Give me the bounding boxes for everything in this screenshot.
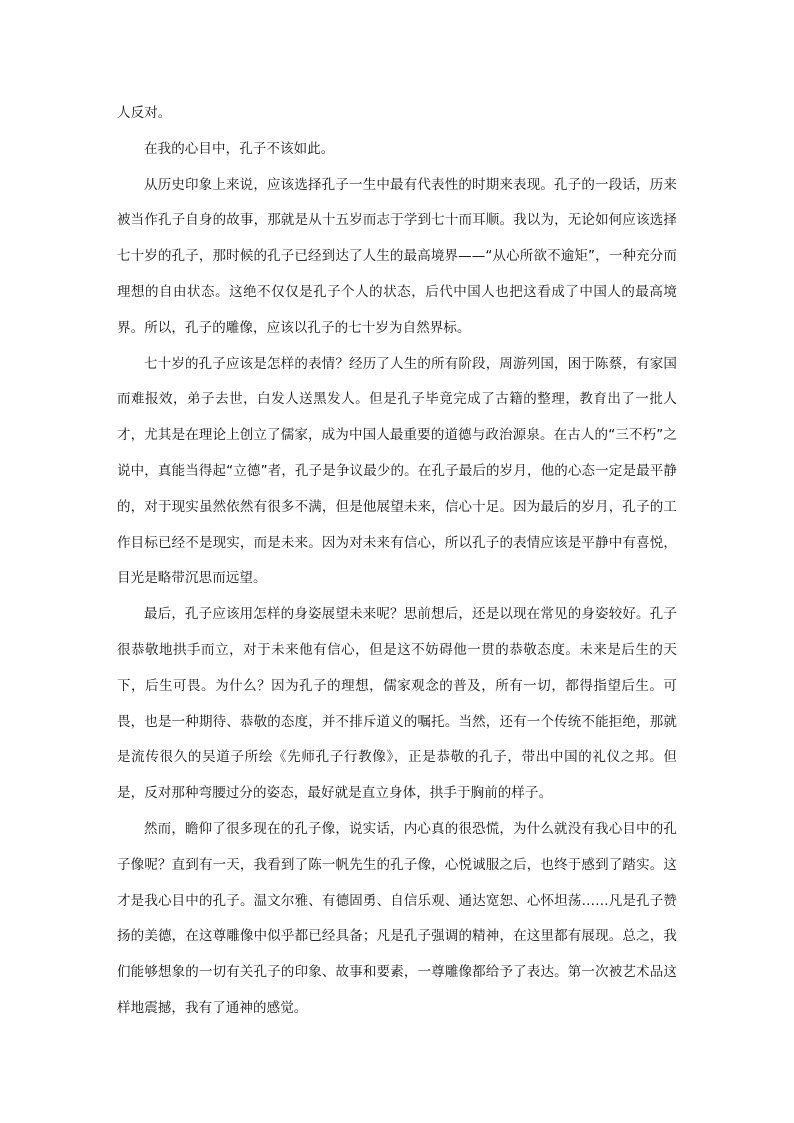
paragraph-continuation: 人反对。 [117,105,172,121]
document-body [117,96,677,1027]
paragraph: 然而，瞻仰了很多现在的孔子像，说实话，内心真的很恐慌，为什么就没有我心目中的孔子像呢？直到有一天，我看到了陈一帆先生的孔子像，心悦诚服之后，也终于感到了踏实。这才是我心目中的孔子。温文尔雅、有德固勇、自信乐观、通达宽恕、心怀坦荡……凡是孔子赞扬的美德，在这尊雕像中似乎都已经具备；凡是孔子强调的精神，在这里都有展现。总之，我们能够想象的一切有关孔子的印象、故事和要素，一尊雕像都给予了表达。第一次被艺术品这样地震撼，我有了通神的感觉。 [117,820,677,1016]
paragraph: 七十岁的孔子应该是怎样的表情？经历了人生的所有阶段，周游列国，困于陈蔡，有家国而难报效，弟子去世，白发人送黑发人。但是孔子毕竟完成了古籍的整理，教育出了一批人才，尤其是在理论上创立了儒家，成为中国人最重要的道德与政治源泉。在古人的“三不朽”之说中，真能当得起“立德”者，孔子是争议最少的。在孔子最后的岁月，他的心态一定是最平静的，对于现实虽然依然有很多不满，但是他展望未来，信心十足。因为最后的岁月，孔子的工作目标已经不是现实，而是未来。因为对未来有信心，所以孔子的表情应该是平静中有喜悦，目光是略带沉思而远望。 [117,355,677,587]
paragraph: 最后，孔子应该用怎样的身姿展望未来呢？思前想后，还是以现在常见的身姿较好。孔子很恭敬地拱手而立，对于未来他有信心，但是这不妨碍他一贯的恭敬态度。未来是后生的天下，后生可畏。为什么？因为孔子的理想，儒家观念的普及，所有一切，都得指望后生。可畏，也是一种期待、恭敬的态度，并不排斥道义的嘱托。当然，还有一个传统不能拒绝，那就是流传很久的吴道子所绘《先师孔子行教像》，正是恭敬的孔子，带出中国的礼仪之邦。但是，反对那种弯腰过分的姿态，最好就是直立身体，拱手于胸前的样子。 [117,606,677,802]
paragraph: 在我的心目中，孔子不该如此。 [144,140,335,157]
paragraph: 从历史印象上来说，应该选择孔子一生中最有代表性的时期来表现。孔子的一段话，历来被当作孔子自身的故事，那就是从十五岁而志于学到七十而耳顺。我以为，无论如何应该选择七十岁的孔子，那时候的孔子已经到达了人生的最高境界——“从心所欲不逾矩”，一种充分而理想的自由状态。这绝不仅仅是孔子个人的状态，后代中国人也把这看成了中国人的最高境界。所以，孔子的雕像，应该以孔子的七十岁为自然界标。 [117,176,677,336]
